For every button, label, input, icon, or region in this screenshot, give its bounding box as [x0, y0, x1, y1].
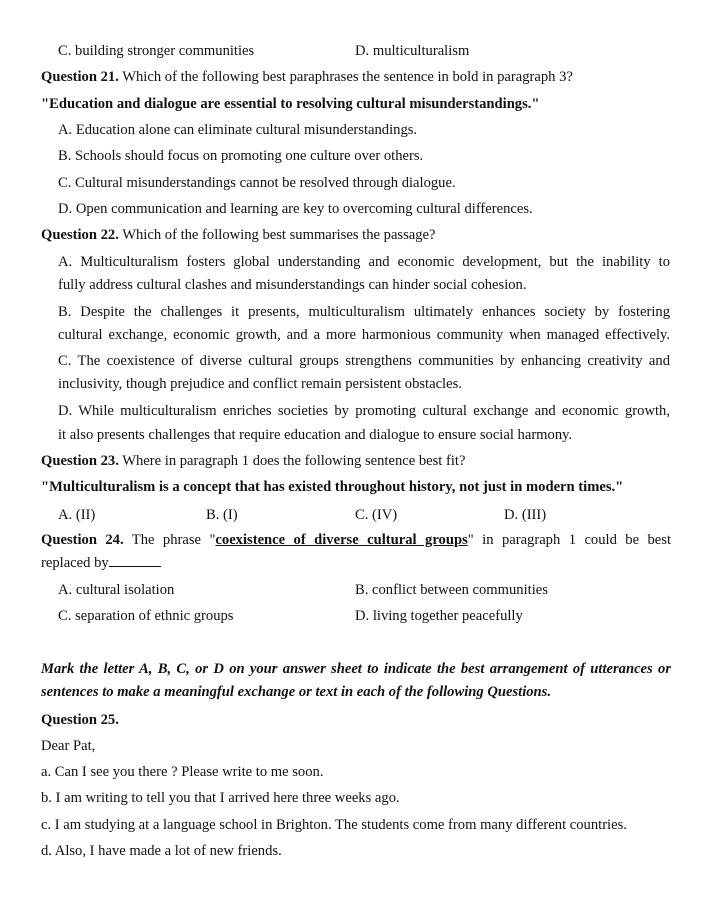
q25-item-c: c. I am studying at a language school in Brighton. The students come from many different countries.: [41, 817, 627, 833]
q23-option-a: A. (II): [58, 507, 96, 523]
q25-item-d: d. Also, I have made a lot of new friends.: [41, 843, 282, 859]
question-text-end: " in paragraph 1 could be best: [467, 532, 672, 548]
q23-quote: "Multiculturalism is a concept that has existed throughout history, not just in modern times.": [41, 479, 624, 495]
q22-option-c-line2: inclusivity, though prejudice and conflict remain persistent obstacles.: [58, 376, 462, 392]
answer-blank: [109, 554, 161, 567]
q24-option-b: B. conflict between communities: [355, 582, 548, 598]
question-25-label: Question 25.: [41, 712, 119, 728]
q22-option-b-line1: B. Despite the challenges it presents, multiculturalism ultimately enhances society by fostering: [58, 304, 670, 320]
question-label: Question 24.: [41, 532, 124, 548]
letter-greeting: Dear Pat,: [41, 738, 96, 754]
q20-option-d: D. multiculturalism: [355, 43, 470, 59]
q21-option-c: C. Cultural misunderstandings cannot be resolved through dialogue.: [58, 175, 456, 191]
question-text: Which of the following best summarises the passage?: [118, 227, 436, 243]
q20-option-c: C. building stronger communities: [58, 43, 255, 59]
question-text: The phrase ": [123, 532, 216, 548]
q21-quote: "Education and dialogue are essential to resolving cultural misunderstandings.": [41, 96, 540, 112]
q21-option-d: D. Open communication and learning are key to overcoming cultural differences.: [58, 201, 533, 217]
question-text: Where in paragraph 1 does the following sentence best fit?: [118, 453, 466, 469]
q24-option-c: C. separation of ethnic groups: [58, 608, 234, 624]
q21-option-b: B. Schools should focus on promoting one culture over others.: [58, 148, 424, 164]
q22-option-a-line1: A. Multiculturalism fosters global understanding and economic development, but the inability to: [58, 254, 670, 270]
question-24-line2: replaced by: [41, 554, 161, 572]
q21-option-a: A. Education alone can eliminate cultural misunderstandings.: [58, 122, 418, 138]
q22-option-c-line1: C. The coexistence of diverse cultural groups strengthens communities by enhancing creativity and: [58, 353, 670, 369]
question-label: Question 22.: [41, 227, 119, 243]
question-22: [41, 226, 436, 244]
instruction-line1: Mark the letter A, B, C, or D on your answer sheet to indicate the best arrangement of utterances or: [41, 661, 671, 677]
q23-option-d: D. (III): [504, 507, 547, 523]
underlined-phrase: coexistence of diverse cultural groups: [215, 532, 468, 548]
q23-option-b: B. (I): [206, 507, 238, 523]
question-24: [41, 531, 671, 549]
q23-option-c: C. (IV): [355, 507, 398, 523]
q24-option-a: A. cultural isolation: [58, 582, 175, 598]
question-23: [41, 452, 465, 470]
question-text: Which of the following best paraphrases the sentence in bold in paragraph 3?: [118, 69, 573, 85]
q22-option-a-line2: fully address cultural clashes and misunderstandings can hinder social cohesion.: [58, 277, 527, 293]
q25-item-a: a. Can I see you there ? Please write to me soon.: [41, 764, 324, 780]
q22-option-d-line1: D. While multiculturalism enriches societies by promoting cultural exchange and economic growth,: [58, 403, 670, 419]
question-21: [41, 68, 573, 86]
instruction-line2: sentences to make a meaningful exchange or text in each of the following Questions.: [41, 684, 551, 700]
q22-option-d-line2: it also presents challenges that require education and dialogue to ensure social harmony.: [58, 427, 573, 443]
q25-item-b: b. I am writing to tell you that I arrived here three weeks ago.: [41, 790, 400, 806]
question-label: Question 21.: [41, 69, 119, 85]
question-label: Question 23.: [41, 453, 119, 469]
q22-option-b-line2: cultural exchange, economic growth, and a more harmonious community when managed effectively.: [58, 327, 670, 343]
q24-option-d: D. living together peacefully: [355, 608, 523, 624]
